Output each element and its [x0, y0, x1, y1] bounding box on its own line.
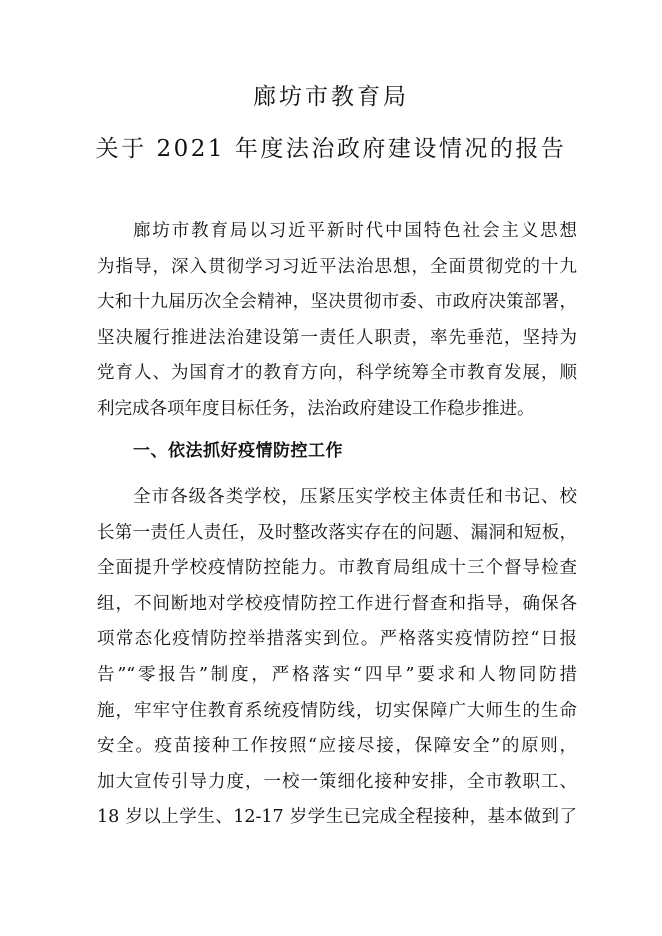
section-heading: 一、依法抓好疫情防控工作	[133, 441, 343, 461]
paragraph-line: 施，牢牢守住教育系统疫情防线，切实保障广大师生的生命	[97, 700, 577, 721]
paragraph-line: 全市各级各类学校，压紧压实学校主体责任和书记、校	[133, 487, 577, 507]
paragraph-line: 组，不间断地对学校疫情防控工作进行督查和指导，确保各	[97, 593, 577, 614]
paragraph-line: 大和十九届历次全会精神，坚决贯彻市委、市政府决策部署，	[97, 292, 577, 313]
paragraph-line: 全面提升学校疫情防控能力。市教育局组成十三个督导检查	[97, 558, 577, 579]
paragraph-line: 利完成各项年度目标任务，法治政府建设工作稳步推进。	[97, 398, 535, 419]
paragraph-line: 坚决履行推进法治建设第一责任人职责，率先垂范，坚持为	[97, 327, 577, 348]
paragraph-line: 18 岁以上学生、12-17 岁学生已完成全程接种，基本做到了	[97, 807, 577, 828]
paragraph-line: 为指导，深入贯彻学习习近平法治思想，全面贯彻党的十九	[97, 256, 577, 277]
paragraph-line: 告”“零报告”制度，严格落实“四早”要求和人物同防措	[97, 664, 577, 685]
paragraph-line: 安全。疫苗接种工作按照“应接尽接，保障安全”的原则，	[97, 736, 577, 757]
paragraph-line: 廊坊市教育局以习近平新时代中国特色社会主义思想	[133, 221, 577, 241]
section-paragraph	[97, 480, 577, 836]
paragraph-line: 长第一责任人责任，及时整改落实存在的问题、漏洞和短板，	[97, 522, 577, 543]
document-title-org: 廊坊市教育局	[253, 84, 409, 110]
paragraph-line: 加大宣传引导力度，一校一策细化接种安排，全市教职工、	[97, 771, 577, 792]
document-title-report: 关于 2021 年度法治政府建设情况的报告	[95, 136, 567, 162]
paragraph-line: 党育人、为国育才的教育方向，科学统筹全市教育发展，顺	[97, 363, 577, 384]
intro-paragraph	[97, 214, 577, 428]
paragraph-line: 项常态化疫情防控举措落实到位。严格落实疫情防控“日报	[97, 629, 577, 650]
